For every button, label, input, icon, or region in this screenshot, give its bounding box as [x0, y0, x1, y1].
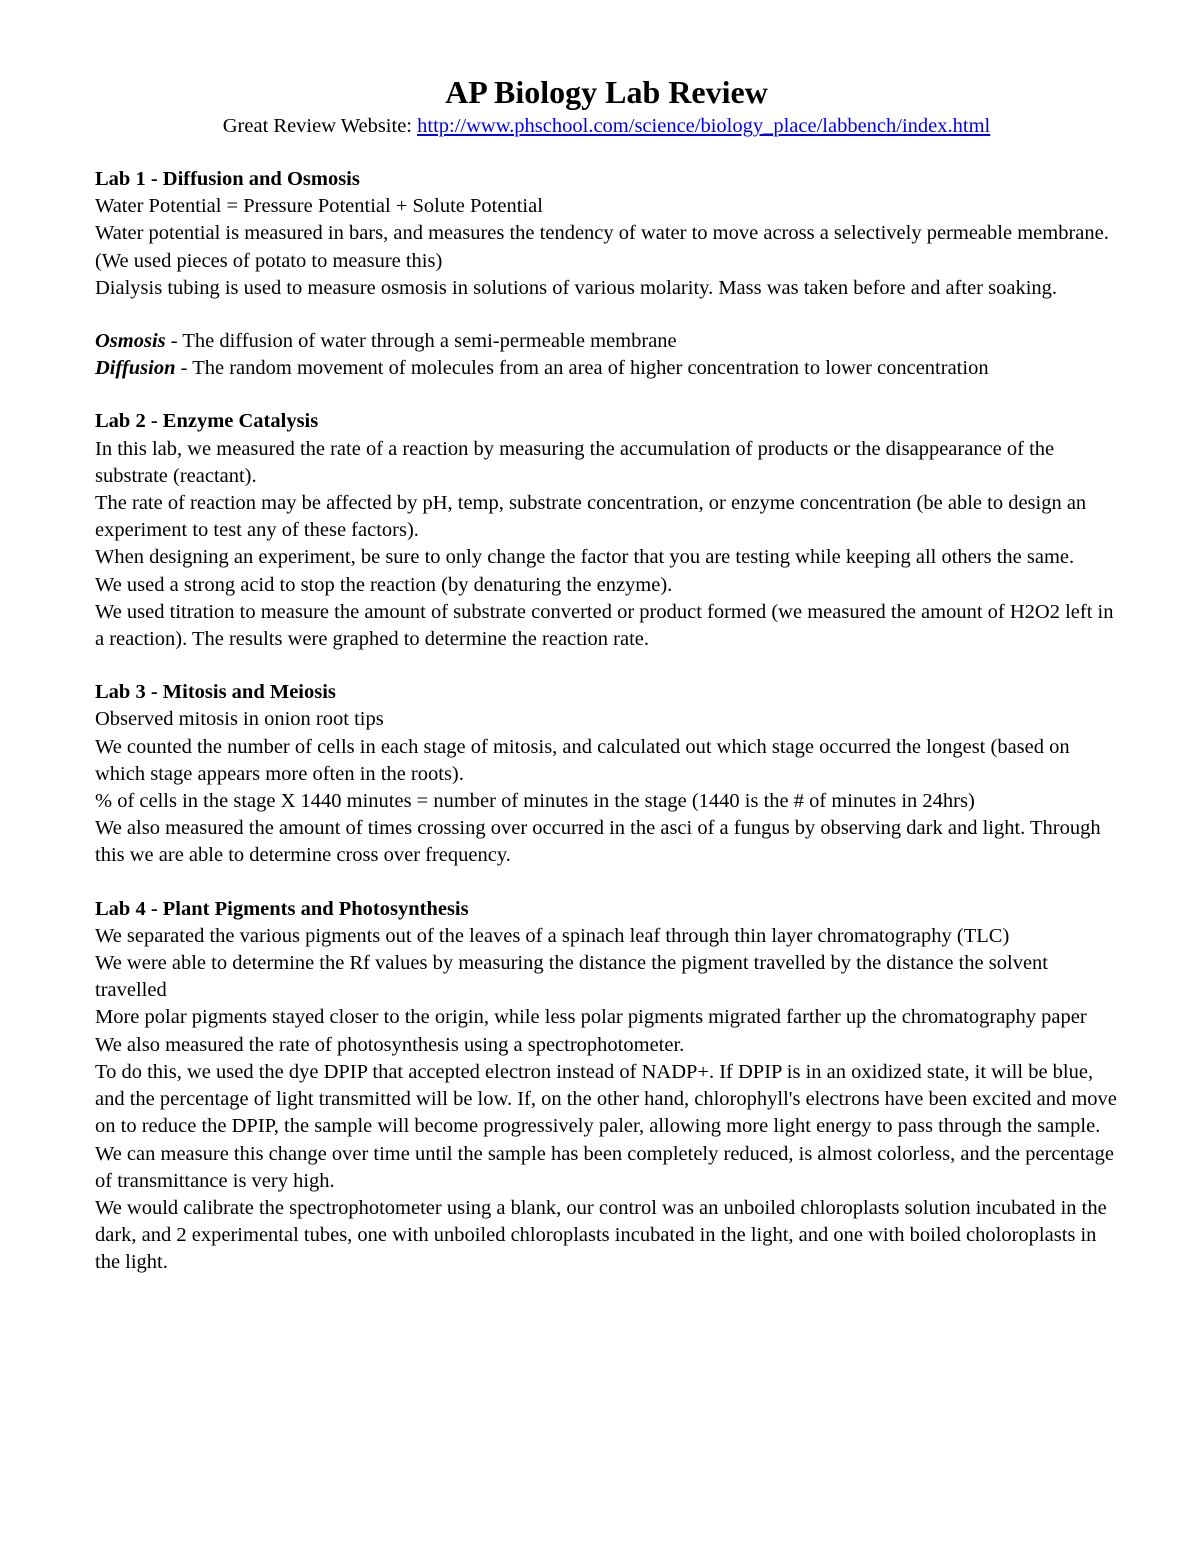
- lab4-line: We also measured the rate of photosynthesis using a spectrophotometer.: [95, 1033, 685, 1056]
- lab4-line: To do this, we used the dye DPIP that accepted electron instead of NADP+. If DPIP is in an oxidized state, it will be blue, and the percentage of light transmitted will be low. If, on the other hand, chlorophyll's electrons have been excited and move on to reduce the DPIP, the sample will become progressively paler, allowing more light energy to pass through the sample. We can measure this change over time until the sample has been completely reduced, is almost colorless, and the percentage of transmittance is very high.: [95, 1060, 1117, 1192]
- lab4-section: [95, 896, 1118, 1277]
- lab1-line: Water potential is measured in bars, and measures the tendency of water to move across a selectively permeable membrane. (We used pieces of potato to measure this): [95, 222, 1109, 272]
- subtitle: [95, 112, 1118, 140]
- lab3-line: % of cells in the stage X 1440 minutes = number of minutes in the stage (1440 is the # of minutes in 24hrs): [95, 790, 975, 813]
- lab4-line: More polar pigments stayed closer to the origin, while less polar pigments migrated farther up the chromatography paper: [95, 1006, 1087, 1029]
- lab1-line: Water Potential = Pressure Potential + Solute Potential: [95, 195, 543, 218]
- lab3-line: We also measured the amount of times crossing over occurred in the asci of a fungus by observing dark and light. Through this we are able to determine cross over frequency.: [95, 817, 1101, 867]
- lab4-line: We would calibrate the spectrophotometer using a blank, our control was an unboiled chloroplasts solution incubated in the dark, and 2 experimental tubes, one with unboiled chloroplasts incubated in the light, and one with boiled choloroplasts in the light.: [95, 1196, 1107, 1274]
- lab4-heading: Lab 4 - Plant Pigments and Photosynthesis: [95, 897, 469, 920]
- lab4-line: We were able to determine the Rf values by measuring the distance the pigment travelled by the distance the solvent travelled: [95, 952, 1048, 1002]
- lab3-heading: Lab 3 - Mitosis and Meiosis: [95, 681, 336, 704]
- diffusion-term: Diffusion: [95, 357, 176, 380]
- lab3-line: We counted the number of cells in each stage of mitosis, and calculated out which stage occurred the longest (based on which stage appears more often in the roots).: [95, 735, 1070, 785]
- lab2-line: The rate of reaction may be affected by pH, temp, substrate concentration, or enzyme concentration (be able to design an experiment to test any of these factors).: [95, 492, 1087, 542]
- diffusion-definition: [95, 355, 1118, 382]
- lab1-definitions: [95, 328, 1118, 382]
- lab2-line: We used a strong acid to stop the reaction (by denaturing the enzyme).: [95, 573, 673, 596]
- lab2-line: In this lab, we measured the rate of a reaction by measuring the accumulation of products or the disappearance of the substrate (reactant).: [95, 437, 1055, 487]
- lab2-heading: Lab 2 - Enzyme Catalysis: [95, 410, 319, 433]
- lab1-line: Dialysis tubing is used to measure osmosis in solutions of various molarity. Mass was taken before and after soaking.: [95, 276, 1058, 299]
- lab2-section: [95, 408, 1118, 653]
- lab2-line: We used titration to measure the amount of substrate converted or product formed (we measured the amount of H2O2 left in a reaction). The results were graphed to determine the reaction rate.: [95, 600, 1114, 651]
- lab3-section: [95, 679, 1118, 869]
- lab1-heading: Lab 1 - Diffusion and Osmosis: [95, 168, 360, 190]
- diffusion-text: - The random movement of molecules from an area of higher concentration to lower concentration: [175, 357, 989, 380]
- lab1-section: [95, 166, 1118, 302]
- osmosis-text: - The diffusion of water through a semi-permeable membrane: [165, 330, 677, 353]
- osmosis-term: Osmosis: [95, 330, 166, 353]
- lab3-line: Observed mitosis in onion root tips: [95, 708, 384, 731]
- subtitle-prefix: Great Review Website:: [222, 115, 418, 137]
- document-title: AP Biology Lab Review: [445, 74, 768, 110]
- review-website-link[interactable]: http://www.phschool.com/science/biology_place/labbench/index.html: [417, 115, 991, 137]
- lab4-line: We separated the various pigments out of the leaves of a spinach leaf through thin layer chromatography (TLC): [95, 924, 1010, 947]
- osmosis-definition: [95, 328, 1118, 355]
- lab2-line: When designing an experiment, be sure to only change the factor that you are testing while keeping all others the same.: [95, 546, 1075, 569]
